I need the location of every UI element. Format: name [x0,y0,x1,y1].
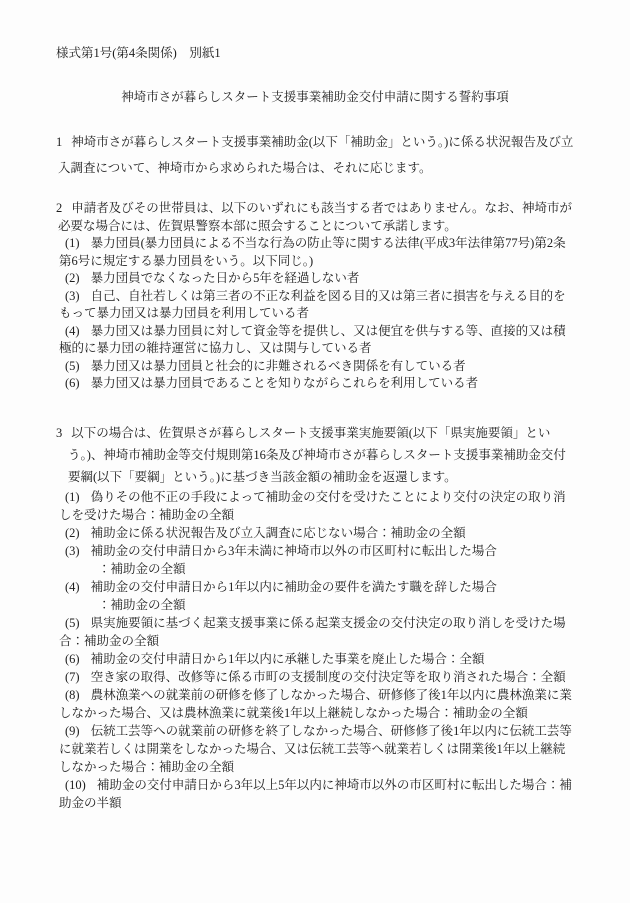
list-item [56,488,574,524]
item-text: 補助金に係る状況報告及び立入調査に応じない場合：補助金の全額 [90,525,466,540]
list-item [56,686,574,722]
item-text: 暴力団又は暴力団員に対して資金等を提供し、又は便宜を供与する等、直接的又は積極的に暴力団の維持運営に協力し、又は関与している者 [59,323,566,355]
section-3-number: 3 [56,425,63,440]
list-item [56,542,574,560]
list-item [56,288,574,323]
item-label: (4) [65,579,80,594]
item-label: (6) [65,376,80,390]
item-amount-line: ：補助金の全額 [98,597,186,612]
item-label: (7) [65,669,80,684]
section-3-text: 以下の場合は、佐賀県さが暮らしスタート支援事業実施要領(以下「県実施要領」という。)、神埼市補助金等交付規則第16条及び神埼市さが暮らしスタート支援事業補助金交付要綱(以下「要綱」という。)に基づき当該金額の補助金を返還します。 [68,425,566,484]
form-number-label: 様式第1号(第4条関係) 別紙1 [56,46,221,60]
document-title: 神埼市さが暮らしスタート支援事業補助金交付申請に関する誓約事項 [121,90,509,104]
item-text: 補助金の交付申請日から3年以上5年以内に神埼市以外の市区町村に転出した場合：補助金の半額 [59,777,572,810]
item-label: (6) [65,651,80,666]
list-item [56,578,574,596]
item-label: (3) [65,543,80,558]
list-item [56,270,574,288]
item-label: (2) [65,271,80,285]
list-item [56,524,574,542]
list-item [56,650,574,668]
item-label: (10) [65,777,86,792]
item-text: 偽りその他不正の手段によって補助金の交付を受けたことにより交付の決定の取り消しを受けた場合：補助金の全額 [59,489,566,522]
section-3-items [56,488,574,812]
section-3 [56,422,574,812]
list-item [56,358,574,376]
section-2 [56,200,574,393]
section-2-number: 2 [56,201,63,215]
section-1-paragraph [56,129,574,181]
item-text: 補助金の交付申請日から1年以内に補助金の要件を満たす職を辞した場合 [90,579,497,594]
item-label: (9) [65,723,80,738]
item-label: (4) [65,323,80,338]
item-text: 農林漁業への就業前の研修を修了しなかった場合、研修修了後1年以内に農林漁業に業しなかった場合、又は農林漁業に就業後1年以上継続しなかった場合：補助金の全額 [59,687,572,720]
item-text: 補助金の交付申請日から1年以内に承継した事業を廃止した場合：全額 [90,651,485,666]
list-item [56,668,574,686]
item-amount-line: ：補助金の全額 [98,561,186,576]
item-label: (5) [65,358,80,373]
section-2-items [56,235,574,393]
list-item [56,614,574,650]
item-text: 暴力団員(暴力団員による不当な行為の防止等に関する法律(平成3年法律第77号)第2条第6号に規定する暴力団員をいう。以下同じ。) [59,236,566,268]
item-label: (3) [65,288,80,303]
item-label: (8) [65,687,80,702]
section-1 [56,129,574,181]
item-text: 県実施要領に基づく起業支援事業に係る起業支援金の交付決定の取り消しを受けた場合：補助金の全額 [59,615,566,648]
item-text: 空き家の取得、改修等に係る市町の支援制度の交付決定等を取り消された場合：全額 [90,669,566,684]
item-text: 暴力団員でなくなった日から5年を経過しない者 [90,271,360,285]
section-1-text: 神埼市さが暮らしスタート支援事業補助金(以下「補助金」という。)に係る状況報告及び立入調査について、神埼市から求められた場合は、それに応じます。 [58,135,574,175]
item-text: 補助金の交付申請日から3年未満に神埼市以外の市区町村に転出した場合 [90,543,497,558]
list-item [56,776,574,812]
section-3-paragraph [56,422,574,488]
item-label: (1) [65,236,80,250]
item-text: 自己、自社若しくは第三者の不正な利益を図る目的又は第三者に損害を与える目的をもって暴力団又は暴力団員を利用している者 [59,288,566,320]
item-text: 伝統工芸等への就業前の研修を終了しなかった場合、研修修了後1年以内に伝統工芸等に就業若しくは開業をしなかった場合、又は伝統工芸等へ就業若しくは開業後1年以上継続しなかった場合：補助金の全額 [59,723,572,774]
item-text: 暴力団又は暴力団員であることを知りながらこれらを利用している者 [90,376,479,390]
section-2-paragraph [56,200,574,235]
item-label: (5) [65,615,80,630]
list-item [56,235,574,270]
list-item [56,323,574,358]
list-item [56,375,574,393]
item-text: 暴力団又は暴力団員と社会的に非難されるべき関係を有している者 [90,358,466,373]
list-item [56,722,574,776]
section-1-number: 1 [56,135,63,149]
item-label: (1) [65,489,80,504]
item-label: (2) [65,525,80,540]
section-2-text: 申請者及びその世帯員は、以下のいずれにも該当する者ではありません。なお、神埼市が必要な場合には、佐賀県警察本部に照会することについて承諾します。 [58,201,573,233]
